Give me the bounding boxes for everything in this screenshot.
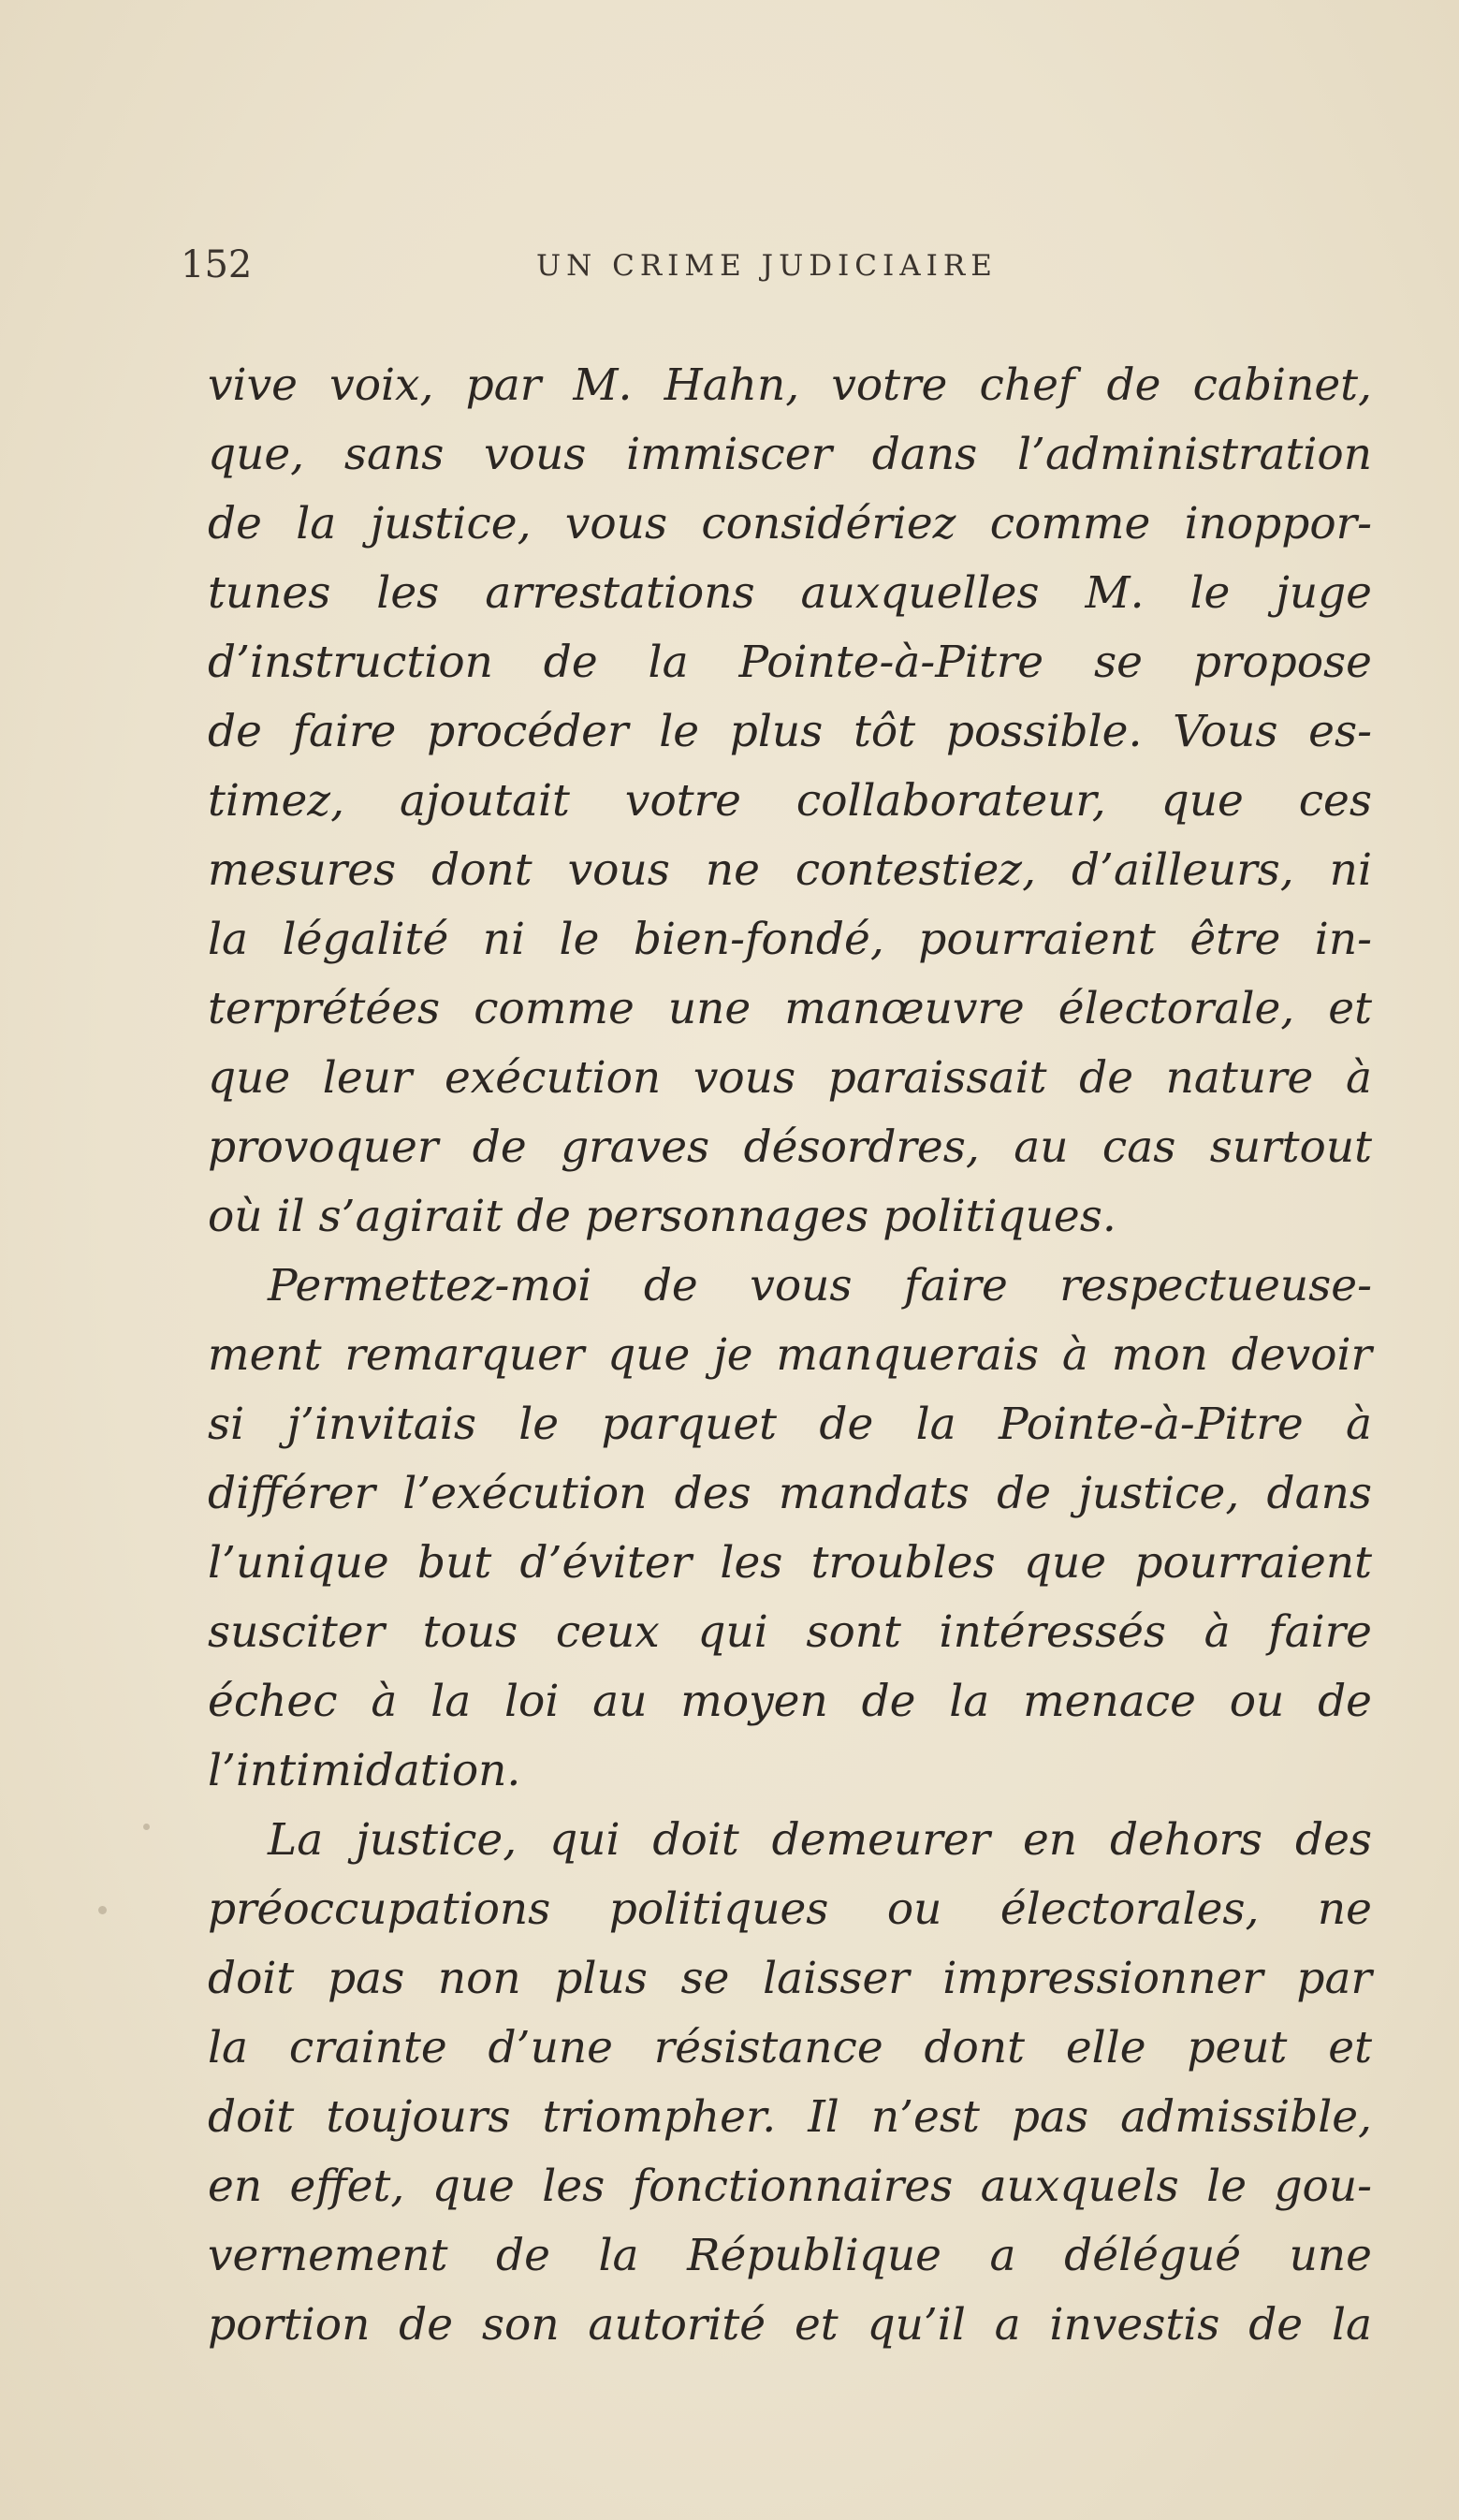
text-line: ment remarquer que je manquerais à mon devoir — [208, 1329, 1372, 1381]
paper-speck — [98, 1906, 107, 1914]
text-line: l’unique but d’éviter les troubles que pourraient — [208, 1537, 1372, 1589]
text-line: doit toujours triompher. Il n’est pas admissible, — [208, 2091, 1372, 2143]
text-line: en effet, que les fonctionnaires auxquels le gou- — [208, 2161, 1372, 2212]
text-line: la crainte d’une résistance dont elle peut et — [208, 2022, 1372, 2073]
paper-speck — [143, 1824, 150, 1830]
text-line: terprétées comme une manœuvre électorale, et — [208, 983, 1372, 1034]
running-title: UN CRIME JUDICIAIRE — [536, 249, 998, 283]
text-line: différer l’exécution des mandats de justice, dans — [208, 1468, 1372, 1519]
text-line: La justice, qui doit demeurer en dehors des — [268, 1814, 1372, 1866]
text-line: vernement de la République a délégué une — [208, 2230, 1372, 2281]
text-line: échec à la loi au moyen de la menace ou de — [208, 1676, 1372, 1727]
text-line: où il s’agirait de personnages politiques. — [208, 1191, 1116, 1242]
text-line: Permettez-moi de vous faire respectueuse- — [268, 1260, 1372, 1311]
text-line: portion de son autorité et qu’il a investis de la — [208, 2299, 1372, 2351]
text-line: timez, ajoutait votre collaborateur, que ces — [208, 775, 1372, 827]
text-line: susciter tous ceux qui sont intéressés à faire — [208, 1606, 1372, 1658]
text-line: tunes les arrestations auxquelles M. le juge — [208, 567, 1372, 619]
text-line: vive voix, par M. Hahn, votre chef de cabinet, — [208, 359, 1372, 411]
text-line: préoccupations politiques ou électorales, ne — [208, 1883, 1372, 1935]
text-line: doit pas non plus se laisser impressionner par — [208, 1953, 1372, 2004]
page-header — [181, 242, 1379, 288]
text-line: d’instruction de la Pointe-à-Pitre se propose — [208, 637, 1372, 688]
body-text — [208, 351, 1372, 2360]
text-line: la légalité ni le bien-fondé, pourraient être in- — [208, 914, 1372, 965]
text-line: provoquer de graves désordres, au cas surtout — [208, 1121, 1372, 1173]
text-line: que, sans vous immiscer dans l’administration — [208, 429, 1372, 480]
text-line: l’intimidation. — [208, 1745, 521, 1796]
page-number: 152 — [181, 243, 253, 286]
text-line: si j’invitais le parquet de la Pointe-à-Pitre à — [208, 1399, 1372, 1450]
text-line: que leur exécution vous paraissait de nature à — [208, 1052, 1372, 1104]
text-line: de la justice, vous considériez comme inoppor- — [208, 498, 1372, 549]
text-line: de faire procéder le plus tôt possible. Vous es- — [208, 706, 1372, 757]
text-line: mesures dont vous ne contestiez, d’ailleurs, ni — [208, 844, 1372, 896]
